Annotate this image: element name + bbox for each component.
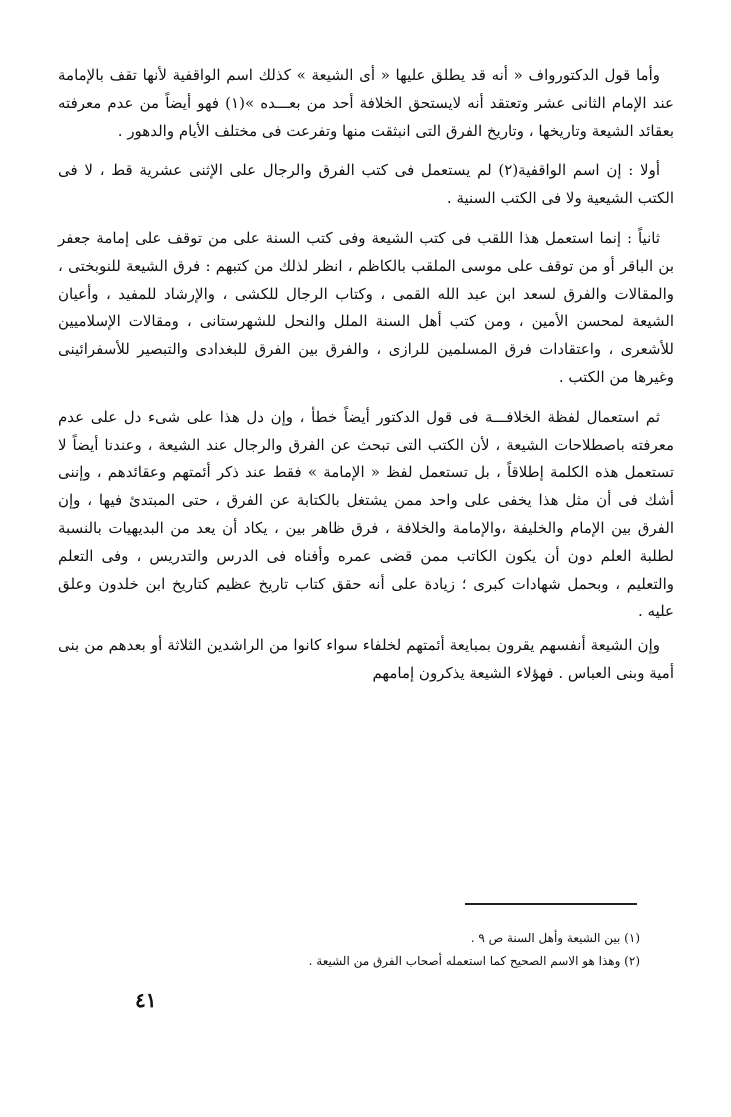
paragraph-first-point: أولا : إن اسم الواقفية(٢) لم يستعمل فى كتب الفرق والرجال على الإثنى عشرية قط ، لا فى الكتب الشيعية ولا فى الكتب السنية .: [58, 161, 674, 208]
paragraph-shia-allegiance: وإن الشيعة أنفسهم يقرون بمبايعة أئمتهم لخلفاء سواء كانوا من الراشدين الثلاثة أو بعدهم من بنى أمية وبنى العباس . فهؤلاء الشيعة يذكرون إمامهم: [58, 636, 674, 682]
page-number: ٤١: [135, 988, 157, 1012]
paragraph-second-point: ثانياً : إنما استعمل هذا اللقب فى كتب الشيعة وفى كتب السنة على من توقف على إمامة جعفر بن الباقر أو من توقف على موسى الملقب بالكاظم ، انظر لذلك من كتبهم : فرق الشيعة للنوبختى ، والمقالات والفرق لسعد ابن عبد الله القمى ، وكتاب الرجال للكشى ، والإرشاد للمفيد ، وأعيان الشيعة لمحسن الأمين ، ومن كتب أهل السنة الملل والنحل للشهرستانى ، ومقالات الإسلاميين للأشعرى ، واعتقادات فرق المسلمين للرازى ، والفرق بين الفرق للبغدادى والتبصير للأسفرائينى وغيرها من الكتب .: [58, 228, 674, 386]
footnote-2: (٢) وهذا هو الاسم الصحيح كما استعمله أصحاب الفرق من الشيعة .: [308, 954, 640, 968]
paragraph-caliphate-term: ثم استعمال لفظة الخلافـــة فى قول الدكتور أيضاً خطأ ، وإن دل هذا على شىء دل على عدم معرفته باصطلاحات الشيعة ، لأن الكتب التى تبحث عن الفرق والرجال عند الشيعة ، وعندنا أيضاً لا تستعمل هذه الكلمة إطلاقاً ، بل تستعمل لفظ « الإمامة » فقط عند ذكر أئمتهم وعقائدهم ، وإننى أشك فى أن مثل هذا يخفى على واحد ممن يشتغل بالكتابة عن الفرق ، حتى المبتدئ فيها ، وإن الفرق بين الإمام والخليفة ،والإمامة والخلافة ، فرق ظاهر بين ، يكاد أن يعد من البديهيات بالنسبة لطلبة العلم دون أن يكون الكاتب ممن قضى عمره وأفناه فى الدرس والتدريس ، وفى التعلم والتعليم ، وبحمل شهادات كبرى ؛ زيادة على أنه حقق كتاب تاريخ عظيم كتاريخ ابن خلدون وعلق عليه .: [58, 407, 674, 621]
body-text: [58, 62, 674, 694]
footnote-divider: [465, 903, 637, 905]
footnote-1: (١) بين الشيعة وأهل السنة ص ٩ .: [470, 931, 640, 945]
paragraph-waqifiya-claim: وأما قول الدكتورواف « أنه قد يطلق عليها « أى الشيعة » كذلك اسم الواقفية لأنها تقف بالإمامة عند الإمام الثانى عشر وتعتقد أنه لايستحق الخلافة أحد من بعـــده »(١) فهو أيضاً من عدم معرفته بعقائد الشيعة وتاريخها ، وتاريخ الفرق التى انبثقت منها وتفرعت فى مختلف الأيام والدهور .: [58, 66, 674, 140]
footnotes: [200, 927, 640, 973]
